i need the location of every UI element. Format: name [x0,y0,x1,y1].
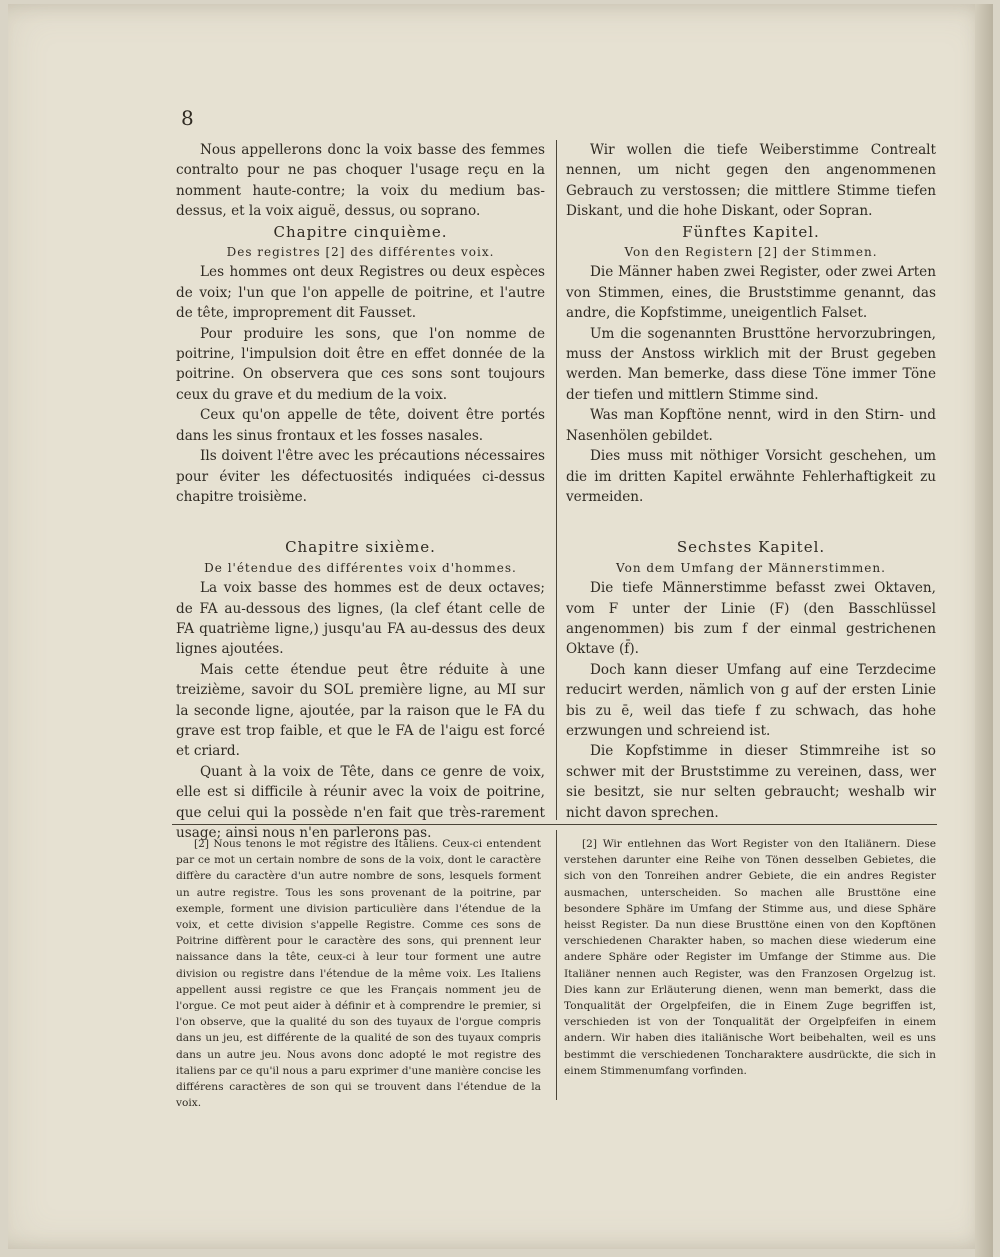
german-chapter5-paragraph: Dies muss mit nöthiger Vorsicht geschehen, um die im dritten Kapitel erwähnte Fehlerhaftigkeit zu vermeiden. [566,448,936,505]
french-chapter6-paragraph: La voix basse des hommes est de deux octaves; de FA au-dessous des lignes, (la clef étant celle de FA quatrième ligne,) jusqu'au FA au-dessus des deux lignes ajoutées. [176,580,545,658]
footnote-separator [172,824,937,825]
german-chapter5-paragraph: Um die sogenannten Brusttöne hervorzubringen, muss der Anstoss wirklich mit der Brust gegeben werden. Man bemerke, dass diese Töne immer Töne der tiefen und mittlern Stimme sind. [566,325,936,403]
french-chapter5-paragraph: Ceux qu'on appelle de tête, doivent être portés dans les sinus frontaux et les fosses nasales. [176,407,545,444]
german-chapter6-paragraph: Doch kann dieser Umfang auf eine Terzdecime reducirt werden, nämlich von g auf der ersten Linie bis zu ē, weil das tiefe f zu schwach, das hohe erzwungen und schreiend ist. [566,661,936,739]
page-edge [975,4,993,1257]
french-column [176,140,545,843]
german-chapter5-paragraph: Was man Kopftöne nennt, wird in den Stirn- und Nasenhölen gebildet. [566,407,936,444]
column-divider [556,140,557,820]
german-chapter6-subtitle: Von dem Umfang der Männerstimmen. [616,560,886,575]
french-chapter5-paragraph: Les hommes ont deux Registres ou deux espèces de voix; l'un que l'on appelle de poitrine, et l'autre de tête, improprement dit Fausset. [176,264,545,322]
german-chapter5-title: Fünftes Kapitel. [682,222,820,241]
french-chapter6-paragraph: Quant à la voix de Tête, dans ce genre de voix, elle est si difficile à réunir avec la voix de poitrine, que celui qui la possède n'en fait que très-rarement usage; ainsi nous n'en parlerons pas. [176,763,545,841]
page-number: 8 [181,106,194,130]
german-column [566,140,936,823]
footnote-column-divider [556,830,557,1100]
german-chapter6-title: Sechstes Kapitel. [676,538,826,557]
french-chapter6-title: Chapitre sixième. [285,538,436,557]
german-chapter5-paragraph: Die Männer haben zwei Register, oder zwei Arten von Stimmen, eines, die Bruststimme genannt, das andre, die Kopfstimme, uneigentlich Falset. [566,264,936,322]
german-chapter6-paragraph: Die Kopfstimme in dieser Stimmreihe ist so schwer mit der Bruststimme zu vereinen, dass, wer sie besitzt, sie nur selten gebraucht; weshalb wir nicht davon sprechen. [566,743,936,821]
french-chapter5-title: Chapitre cinquième. [273,222,448,241]
french-footnote-text: [2] Nous tenons le mot registre des Italiens. Ceux-ci entendent par ce mot un certain nombre de sons de la voix, dont le caractère diffère du caractère d'un autre nombre de sons, lesquels forment un autre registre. Tous les sons provenant de la poitrine, par exemple, forment une division particulière dans l'étendue de la voix, et cette division s'appelle Registre. Comme ces sons de Poitrine diffèrent pour le caractère des sons, qui prennent leur naissance dans la tête, ceux-ci à leur tour forment une autre division ou registre dans l'étendue de la même voix. Les Italiens appellent aussi registre ce que les Français nomment jeu de l'orgue. Ce mot peut aider à définir et à comprendre le premier, si l'on observe, que la qualité du son des tuyaux de l'orgue compris dans un jeu, est différente de la qualité de son des tuyaux compris dans un autre jeu. Nous avons donc adopté le mot registre des italiens par ce qu'il nous a paru exprimer d'une manière concise les différens caractères de son qui se trouvent dans l'étendue de la voix. [176,838,541,1110]
french-chapter5-paragraph: Pour produire les sons, que l'on nomme de poitrine, l'impulsion doit être en effet donnée de la poitrine. On observera que ces sons sont toujours ceux du grave et du medium de la voix. [176,325,545,403]
german-chapter5-subtitle: Von den Registern [2] der Stimmen. [624,245,878,260]
french-chapter5-subtitle: Des registres [2] des différentes voix. [226,245,495,260]
french-chapter6-paragraph: Mais cette étendue peut être réduite à une treizième, savoir du SOL première ligne, au MI sur la seconde ligne, ajoutée, par la raison que le FA du grave est trop faible, et que le FA de l'aigu est forcé et criard. [176,661,545,760]
german-footnote [564,836,936,1079]
french-chapter5-paragraph: Ils doivent l'être avec les précautions nécessaires pour éviter les défectuosités indiquées ci-dessus chapitre troisième. [176,448,545,505]
french-intro: Nous appellerons donc la voix basse des femmes contralto pour ne pas choquer l'usage reçu en la nomment haute-contre; la voix du medium bas-dessus, et la voix aiguë, dessus, ou soprano. [176,142,545,220]
german-intro: Wir wollen die tiefe Weiberstimme Contrealt nennen, um nicht gegen den angenommenen Gebrauch zu verstossen; die mittlere Stimme tiefen Diskant, und die hohe Diskant, oder Sopran. [566,142,936,220]
german-footnote-text: [2] Wir entlehnen das Wort Register von den Italiänern. Diese verstehen darunter eine Reihe von Tönen desselben Gebietes, die sich von den Tonreihen andrer Gebiete, die ein andres Register ausmachen, unterscheiden. So machen alle Brusttöne eine besondere Sphäre im Umfang der Stimme aus, und diese Sphäre heisst Register. Da nun diese Brusttöne einen von den Kopftönen verschiedenen Charakter haben, so machen diese wiederum eine andere Sphäre oder Register im Umfange der Stimme aus. Die Italiäner nennen auch Register, was den Franzosen Orgelzug ist. Dies kann zur Erläuterung dienen, wenn man bemerkt, dass die Tonqualität der Orgelpfeifen, die in Einem Zuge begriffen ist, verschieden ist von der Tonqualität der Orgelpfeifen in einem andern. Wir haben dies italiänische Wort beibehalten, weil es uns bestimmt die verschiedenen Toncharaktere ausdrückte, die sich in einem Stimmenumfang vorfinden. [564,838,936,1077]
french-chapter6-subtitle: De l'étendue des différentes voix d'hommes. [204,560,517,575]
german-chapter6-paragraph: Die tiefe Männerstimme befasst zwei Oktaven, vom F unter der Linie (F) (den Basschlüssel angenommen) bis zum f der einmal gestrichenen Oktave (f̄). [566,580,936,658]
french-footnote [176,836,541,1111]
